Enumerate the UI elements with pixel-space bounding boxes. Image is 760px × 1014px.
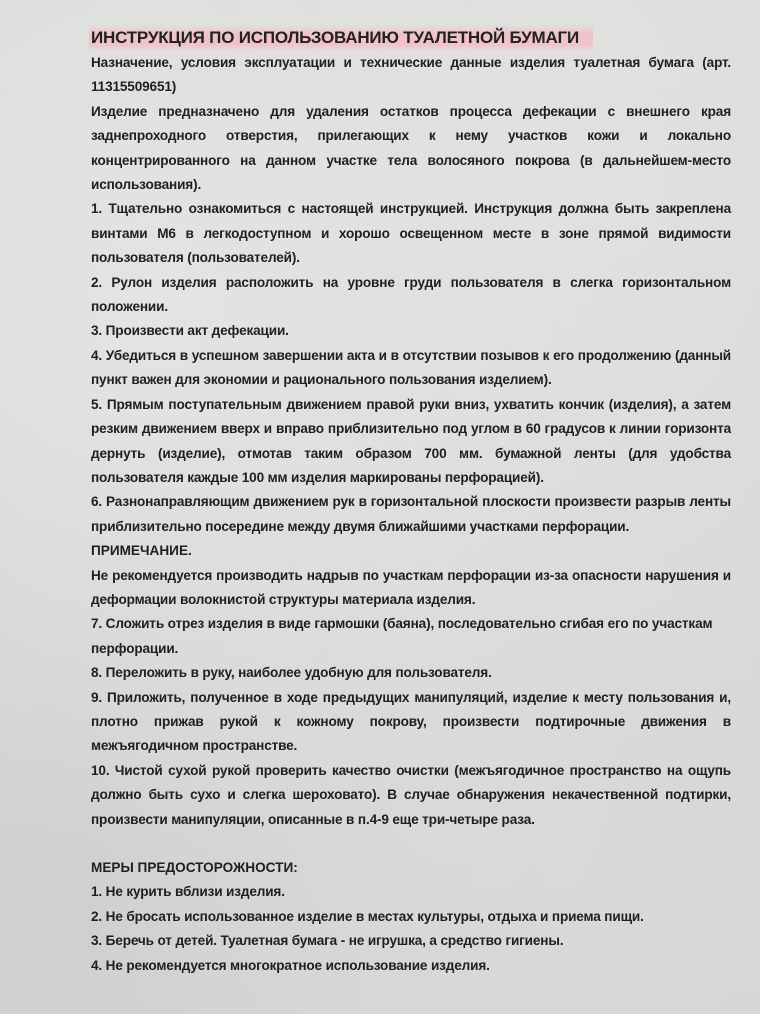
note-section <box>91 539 731 612</box>
purpose-paragraph: Изделие предназначено для удаления остатков процесса дефекации с внешнего края заднепроходного отверстия, прилегающих к нему участков кожи и локально концентрированного на данном участке тела волосяного покрова (в дальнейшем-место использования). <box>91 103 731 193</box>
document-subtitle: Назначение, условия эксплуатации и технические данные изделия туалетная бумага (арт. 11315509651) <box>91 55 731 95</box>
precautions-heading: МЕРЫ ПРЕДОСТОРОЖНОСТИ: <box>91 860 298 875</box>
step-item: 2. Рулон изделия расположить на уровне груди пользователя в слегка горизонтальном положении. <box>91 274 731 315</box>
note-heading: ПРИМЕЧАНИЕ. <box>91 543 192 559</box>
precaution-item: 2. Не бросать использованное изделие в местах культуры, отдыха и приема пищи. <box>91 908 644 924</box>
section-gap <box>91 832 731 856</box>
step-item: 3. Произвести акт дефекации. <box>91 323 289 339</box>
precaution-item: 4. Не рекомендуется многократное использование изделия. <box>91 957 490 973</box>
step-item: 5. Прямым поступательным движением правой руки вниз, ухватить кончик (изделия), а затем резким движением вверх и вправо приблизительно под углом в 60 градусов к линии горизонта дернуть (изделие), отмотав таким образом 700 мм. бумажной ленты (для удобства пользователя каждые 100 мм изделия маркированы перфорацией). <box>91 396 731 485</box>
step-item: 7. Сложить отрез изделия в виде гармошки (баяна), последовательно сгибая его по участкам перфорации. <box>91 616 713 656</box>
precaution-item: 3. Беречь от детей. Туалетная бумага - не игрушка, а средство гигиены. <box>91 933 564 949</box>
steps-list-part2 <box>91 612 731 832</box>
precaution-item: 1. Не курить вблизи изделия. <box>91 884 285 900</box>
precautions-section <box>91 856 731 978</box>
step-item: 4. Убедиться в успешном завершении акта и в отсутствии позывов к его продолжению (данный пункт важен для экономии и рационального пользования изделием). <box>91 347 731 388</box>
steps-list-part1 <box>91 197 731 539</box>
step-item: 8. Переложить в руку, наиболее удобную для пользователя. <box>91 665 492 681</box>
step-item: 9. Приложить, полученное в ходе предыдущих манипуляций, изделие к месту пользования и, плотно прижав рукой к кожному покрову, произвести подтирочные движения в межъягодичном пространстве. <box>91 689 731 754</box>
step-item: 1. Тщательно ознакомиться с настоящей инструкцией. Инструкция должна быть закреплена винтами М6 в легкодоступном и хорошо освещенном месте в зоне прямой видимости пользователя (пользователей). <box>91 201 731 266</box>
note-text: Не рекомендуется производить надрыв по участкам перфорации из-за опасности нарушения и деформации волокнистой структуры материала изделия. <box>91 567 731 607</box>
instruction-document <box>91 25 731 978</box>
document-title: ИНСТРУКЦИЯ ПО ИСПОЛЬЗОВАНИЮ ТУАЛЕТНОЙ БУМАГИ <box>89 25 593 51</box>
step-item: 10. Чистой сухой рукой проверить качество очистки (межъягодичное пространство на ощупь должно быть сухо и слегка шероховато). В случае обнаружения некачественной подтирки, произвести манипуляции, описанные в п.4-9 еще три-четыре раза. <box>91 762 731 827</box>
step-item: 6. Разнонаправляющим движением рук в горизонтальной плоскости произвести разрыв ленты приблизительно посередине между двумя ближайшими участками перфорации. <box>91 494 731 534</box>
